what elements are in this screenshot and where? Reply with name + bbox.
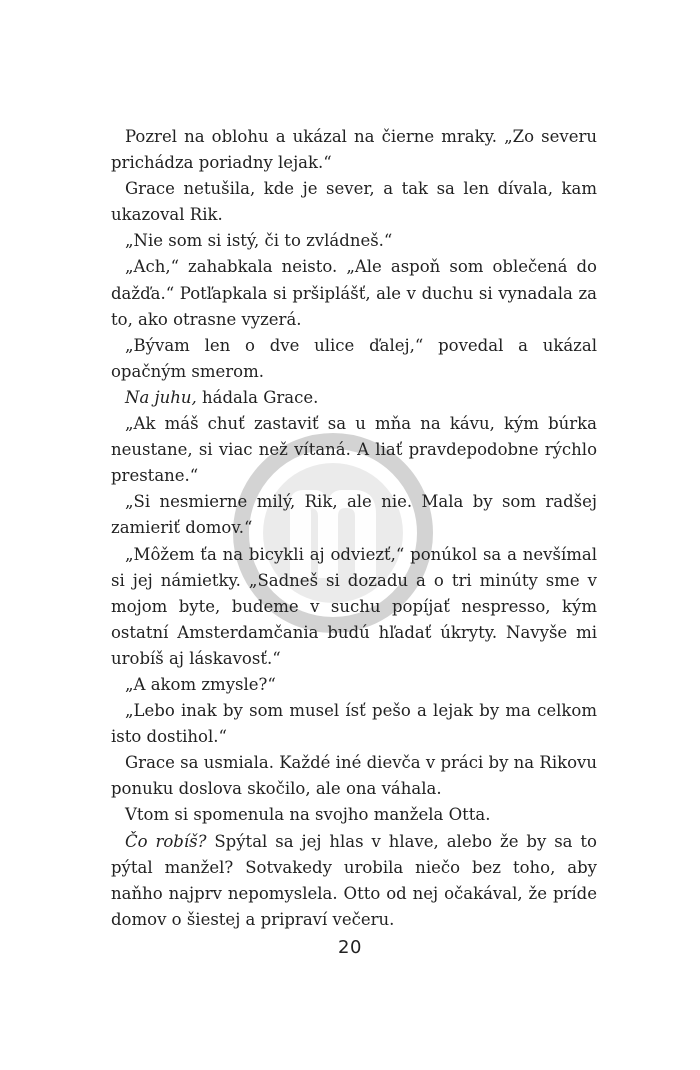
italic-text: Na juhu, [125,387,197,407]
paragraph [111,385,597,411]
paragraph [111,802,597,828]
italic-text: Čo robíš? [125,831,207,851]
paragraph [111,698,597,750]
paragraph-text: „Ak máš chuť zastaviť sa u mňa na kávu, kým búrka neustane, si viac než vítaná. A liať pravdepodobne rýchlo prestane.“ [111,414,597,486]
paragraph-text: hádala Grace. [196,387,319,407]
paragraph-text: Spýtal sa jej hlas v hlave, alebo že by sa to pýtal manžel? Sotvakedy urobila niečo bez toho, aby naňho najprv nepomyslela. Otto od nej očakával, že príde domov o šiestej a pripraví večeru. [111,831,597,929]
paragraph-text: Grace sa usmiala. Každé iné dievča v práci by na Rikovu ponuku doslova skočilo, ale ona váhala. [111,753,597,799]
paragraph [111,750,597,802]
paragraph [111,254,597,332]
paragraph-text: „Si nesmierne milý, Rik, ale nie. Mala by som radšej zamieriť domov.“ [111,492,597,538]
paragraph [111,542,597,672]
paragraph [111,228,597,254]
paragraph-text: „Môžem ťa na bicykli aj odviezť,“ ponúkol sa a nevšímal si jej námietky. „Sadneš si dozadu a o tri minúty sme v mojom byte, budeme v suchu popíjať nespresso, kým ostatní Amsterdamčania budú hľadať úkryty. Navyše mi urobíš aj láskavosť.“ [111,544,597,668]
paragraph [111,176,597,228]
page-number: 20 [338,937,362,958]
paragraph-text: Vtom si spomenula na svojho manžela Otta. [125,805,491,825]
paragraph-text: Pozrel na oblohu a ukázal na čierne mraky. „Zo severu prichádza poriadny lejak.“ [111,127,597,173]
paragraph-text: Grace netušila, kde je sever, a tak sa len dívala, kam ukazoval Rik. [111,179,597,225]
paragraph [111,672,597,698]
paragraph-text: „A akom zmysle?“ [125,674,276,694]
paragraph-text: „Bývam len o dve ulice ďalej,“ povedal a ukázal opačným smerom. [111,335,597,381]
paragraph [111,124,597,176]
body-text [111,124,597,933]
paragraph [111,489,597,541]
paragraph-text: „Lebo inak by som musel ísť pešo a lejak by ma celkom isto dostihol.“ [111,701,597,747]
paragraph [111,411,597,489]
paragraph [111,333,597,385]
paragraph-text: „Nie som si istý, či to zvládneš.“ [125,231,393,251]
paragraph-text: „Ach,“ zahabkala neisto. „Ale aspoň som oblečená do dažďa.“ Potľapkala si pršiplášť, ale v duchu si vynadala za to, ako otrasne vyzerá. [111,257,597,329]
paragraph [111,829,597,933]
